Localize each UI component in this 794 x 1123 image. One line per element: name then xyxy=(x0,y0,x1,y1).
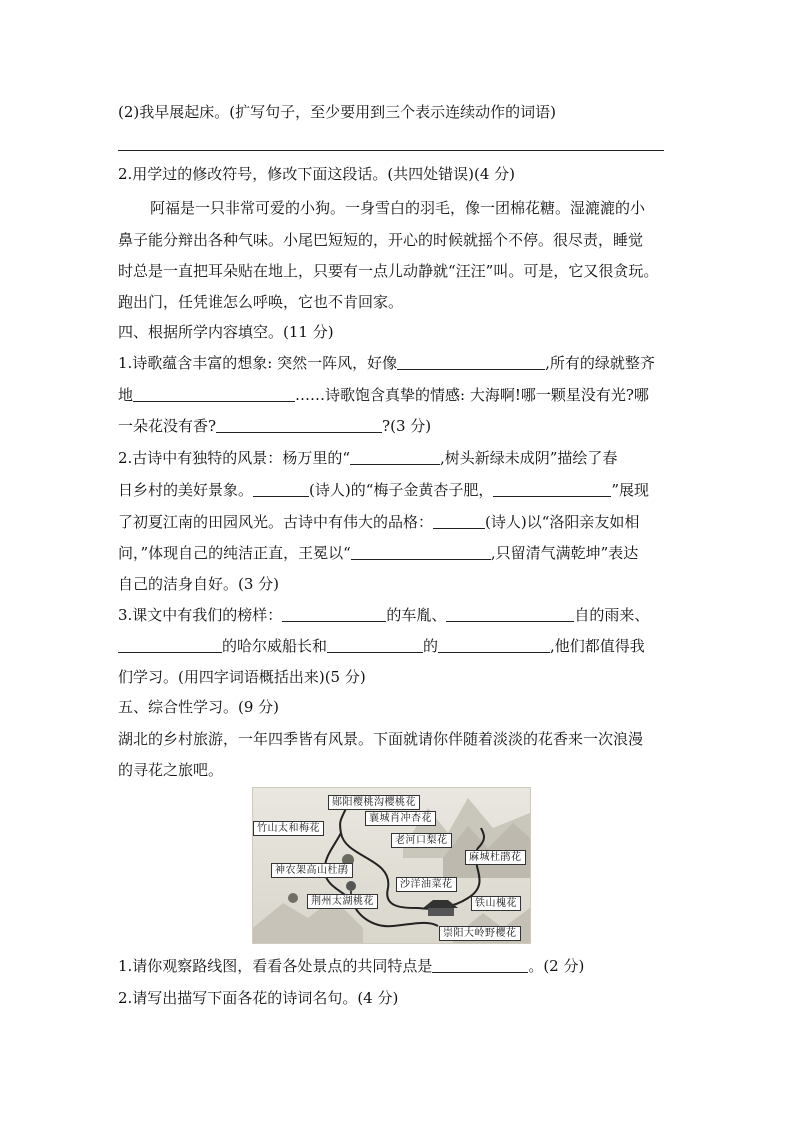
text: 的 xyxy=(423,637,439,655)
text: 1.诗歌蕴含丰富的想象: 突然一阵风，好像 xyxy=(118,354,398,372)
text: 。(2 分) xyxy=(528,957,585,975)
q4-2-line2 xyxy=(118,480,649,500)
fill-blank[interactable] xyxy=(253,480,309,497)
section-heading-4: 四、根据所学内容填空。(11 分) xyxy=(118,323,334,341)
q4-3-line1 xyxy=(118,605,649,625)
q4-1-line2 xyxy=(118,385,649,405)
text: ?(3 分) xyxy=(382,417,432,435)
fill-blank[interactable] xyxy=(397,353,545,370)
text: 地 xyxy=(118,386,134,404)
q4-1-line3 xyxy=(118,416,431,436)
map-label: 襄城肖冲杏花 xyxy=(365,811,436,826)
paragraph-line: 跑出门，任凭谁怎么呼唤，它也不肯回家。 xyxy=(118,293,404,311)
paragraph-line: 阿福是一只非常可爱的小狗。一身雪白的羽毛，像一团棉花糖。湿漉漉的小 xyxy=(150,199,646,217)
paragraph-line: 时总是一直把耳朵贴在地上，只要有一点儿动静就“汪汪”叫。可是，它又很贪玩。 xyxy=(118,262,659,280)
text: ,他们都值得我 xyxy=(550,637,645,655)
text: 自的雨来、 xyxy=(574,606,650,624)
section-heading-5: 五、综合性学习。(9 分) xyxy=(118,698,280,716)
map-label: 老河口梨花 xyxy=(391,833,452,848)
text: (诗人)以“洛阳亲友如相 xyxy=(485,513,640,531)
text: ,只留清气满乾坤”表达 xyxy=(490,544,639,562)
map-label: 荆州太湖桃花 xyxy=(307,894,378,909)
text: 的哈尔威船长和 xyxy=(222,637,328,655)
fill-blank[interactable] xyxy=(118,636,222,653)
intro-line: 的寻花之旅吧。 xyxy=(118,761,224,779)
q4-2-line4 xyxy=(118,543,638,563)
fill-blank[interactable] xyxy=(493,480,611,497)
fill-blank[interactable] xyxy=(327,636,423,653)
q4-3-line2 xyxy=(118,636,645,656)
fill-blank[interactable] xyxy=(446,605,574,622)
fill-blank[interactable] xyxy=(351,543,491,560)
map-label: 沙洋油菜花 xyxy=(396,877,457,892)
map-label: 神农架高山杜鹃 xyxy=(271,863,353,878)
q4-3-line3: 们学习。(用四字词语概括出来)(5 分) xyxy=(118,668,366,686)
text: 的车胤、 xyxy=(386,606,447,624)
paragraph-line: 鼻子能分辩出各种气味。小尾巴短短的，开心的时候就摇个不停。很尽责，睡觉 xyxy=(118,231,644,249)
text: ”展现 xyxy=(611,481,650,499)
expand-sentence-question: (2)我早展起床。(扩写句子，至少要用到三个表示连续动作的词语) xyxy=(118,103,556,121)
text: ,所有的绿就整齐 xyxy=(545,354,655,372)
fill-blank[interactable] xyxy=(216,416,382,433)
map-label: 铁山槐花 xyxy=(471,896,521,911)
answer-line[interactable] xyxy=(118,150,664,151)
map-label: 崇阳大岭野樱花 xyxy=(439,926,521,941)
text: ……诗歌饱含真挚的情感: 大海啊!哪一颗星没有光?哪 xyxy=(295,386,649,404)
intro-line: 湖北的乡村旅游，一年四季皆有风景。下面就请你伴随着淡淡的花香来一次浪漫 xyxy=(118,730,644,748)
text: 一朵花没有香? xyxy=(118,417,217,435)
fill-blank[interactable] xyxy=(433,512,485,529)
q4-2-line3 xyxy=(118,512,639,532)
map-label: 竹山太和梅花 xyxy=(253,821,324,836)
flower-route-map xyxy=(252,787,531,944)
q5-2-line: 2.请写出描写下面各花的诗词名句。(4 分) xyxy=(118,989,399,1007)
text: (诗人)的“梅子金黄杏子肥， xyxy=(309,481,494,499)
revise-question-title: 2.用学过的修改符号，修改下面这段话。(共四处错误)(4 分) xyxy=(118,165,516,183)
q4-2-line5: 自己的洁身自好。(3 分) xyxy=(118,575,280,593)
text: 问，”体现自己的纯洁正直，王冕以“ xyxy=(118,544,351,562)
fill-blank[interactable] xyxy=(282,605,386,622)
map-label: 麻城杜鹃花 xyxy=(465,850,526,865)
fill-blank[interactable] xyxy=(432,956,528,973)
q5-1-line xyxy=(118,956,584,976)
fill-blank[interactable] xyxy=(133,385,295,402)
text: 1.请你观察路线图，看看各处景点的共同特点是 xyxy=(118,957,433,975)
map-label: 郧阳樱桃沟樱桃花 xyxy=(328,795,420,810)
text: 3.课文中有我们的榜样： xyxy=(118,606,283,624)
q4-1-line1 xyxy=(118,353,655,373)
fill-blank[interactable] xyxy=(350,448,440,465)
text: 日乡村的美好景象。 xyxy=(118,481,254,499)
text: ,树头新绿未成阴”描绘了春 xyxy=(439,449,618,467)
fill-blank[interactable] xyxy=(438,636,550,653)
q4-2-line1 xyxy=(118,448,617,468)
text: 了初夏江南的田园风光。古诗中有伟大的品格： xyxy=(118,513,434,531)
text: 2.古诗中有独特的风景：杨万里的“ xyxy=(118,449,350,467)
